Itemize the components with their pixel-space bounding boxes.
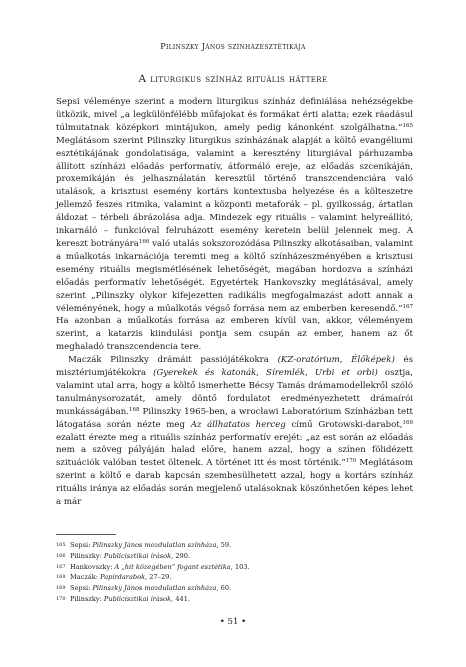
footnote-ref[interactable]: 165	[402, 122, 413, 129]
footnote-number: 169	[56, 585, 66, 592]
text-run: , 290.	[171, 551, 190, 560]
text-run: , 441.	[171, 594, 190, 603]
text-run: való utalás sokszorozódása Pilinszky alkotásaiban, valamint a műalkotás inkarnációja teremti meg a költő színházeszményében a krisztusi esemény rituális megismétlésének lehetőségét, magában hordozva a színházi előadás performatív lehetőségét. Egyetértek Hankovszky meglátásával, amely szerint „Pilinszky olykor kifejezetten radikális megfogalmazást adott annak a véleményének, hogy a műalkotás végső forrása nem az emberben keresendő.”	[56, 238, 413, 314]
footnote-number: 165	[56, 542, 66, 548]
footnote-ref[interactable]: 167	[402, 303, 413, 310]
text-run: , 103.	[230, 562, 250, 571]
text-run: Maczák Pilinszky drámáit passiójátékokra	[68, 355, 278, 366]
paragraph	[56, 354, 413, 509]
footnote-number: 166	[56, 552, 66, 559]
footnote	[56, 572, 413, 583]
text-run: című Grotowski-darabot,	[285, 419, 403, 430]
text-run: , 59.	[216, 541, 232, 549]
text-run: Hankovszky:	[70, 562, 115, 571]
italic-title: Pilinszky János mozdulatlan színháza	[92, 541, 217, 549]
italic-title: (Gyerekek és katonák, Síremlék, Urbi et orbi)	[153, 368, 378, 379]
text-run: Meglátásom szerint Pilinszky liturgikus színházának alapját a költő evangéliumi esztétikájának gondolatisága, valamint a keresztény liturgiával párhuzamba állított színházi előadás performatív, átformáló ereje, az előadás szcenikáján, proxemikáján és jelhasználatán keresztül történő transzcendenciára való utalások, a krisztusi esemény kortárs kontextusba helyezése és a költeszetre jellemző feszes ritmika, valamint a központi metaforák – pl. gyilkosság, ártatlan áldozat – térbeli ábrázolása adja. Mindezek egy rituális – valamint helyreállító, inkarnáló – funkcióval felruházott esemény keretein belül jelennek meg. A kereszt botrányára	[56, 135, 413, 249]
footnote-number: 168	[56, 574, 66, 581]
text-run: Meglátásom szerint a költő e darab kapcsán szembesülhetett azzal, hogy a kortárs színház rituális iránya az előadás során megjelenő utalásoknak köszönhetően képes lehet a már	[56, 458, 413, 508]
text-run: Maczák:	[70, 573, 101, 582]
running-head: Pilinszky János színházesztétikája	[160, 42, 306, 51]
text-run: Ha azonban a műalkotás forrása az emberen kívül van, akkor, véleményem szerint, a katarzis kiindulási pontja sem csupán az ember, hanem az őt meghaladó transzcendencia tere.	[56, 316, 413, 353]
paragraph	[56, 96, 413, 354]
footnote-ref[interactable]: 166	[138, 238, 150, 245]
footnote	[56, 583, 413, 594]
italic-title: Papírdarabok	[100, 573, 146, 582]
footnote-ref[interactable]: 168	[129, 406, 140, 413]
text-run: Pilinszky:	[70, 594, 104, 603]
footnote-number: 170	[56, 595, 66, 602]
footnote-ref[interactable]: 170	[345, 458, 357, 465]
italic-title: A „hit közegében” fogant esztétika	[114, 562, 231, 571]
footnotes	[56, 540, 413, 605]
footnote	[56, 594, 413, 605]
chapter-title: A liturgikus színház rituális háttere	[138, 73, 328, 85]
footnote-ref[interactable]: 169	[402, 419, 413, 426]
text-run: , 60.	[216, 584, 232, 593]
footnote	[56, 562, 413, 573]
text-run: Pilinszky:	[70, 551, 104, 560]
text-run: Sepsi:	[70, 584, 93, 593]
body-text	[56, 96, 413, 509]
italic-title: (KZ-oratórium, Élőképek)	[277, 355, 395, 366]
italic-title: Publicisztikai írások	[103, 551, 172, 560]
footnote	[56, 540, 413, 551]
text-run: Sepsi:	[70, 541, 93, 549]
text-run: ezalatt érezte meg a rituális színház performatív erejét: „az est során az előadás nem a szöveg pályáján halad előre, hanem azzal, hogy a színen fölidézett szituációk valóban testet öltenek. A történet itt és most történik.”	[56, 432, 413, 469]
text-run: , 27–29.	[145, 573, 172, 582]
text-run: osztja, valamint utal arra, hogy a költő ismerhette Bécsy Tamás drámamodellekről szóló tanulmánysorozatát, amely döntő fordulatot eredményezhetett drámaírói munkásságában.	[56, 368, 413, 417]
italic-title: Az állhatatos herceg	[190, 419, 286, 430]
footnote	[56, 551, 413, 562]
italic-title: Pilinszky János mozdulatlan színháza	[92, 584, 217, 593]
text-run: és misztériumjátékokra	[56, 355, 413, 379]
footnote-divider	[56, 534, 116, 535]
footnote-number: 167	[56, 563, 66, 570]
italic-title: Publicisztikai írások	[103, 594, 172, 603]
text-run: Sepsi véleménye szerint a modern liturgikus színház definiálása nehézségekbe ütközik, mivel „a legkülönfélébb műfajokat és formákat érti alatta; ezek ráadásul túlmutatnak középkori mintájukon, amely pedig kánonként szolgálhatna.”	[56, 97, 413, 133]
text-run: Pilinszky 1965-ben, a wrocławi Laboratórium Színházban tett látogatása során nézte meg	[56, 406, 413, 430]
page-number: • 51 •	[219, 617, 247, 627]
